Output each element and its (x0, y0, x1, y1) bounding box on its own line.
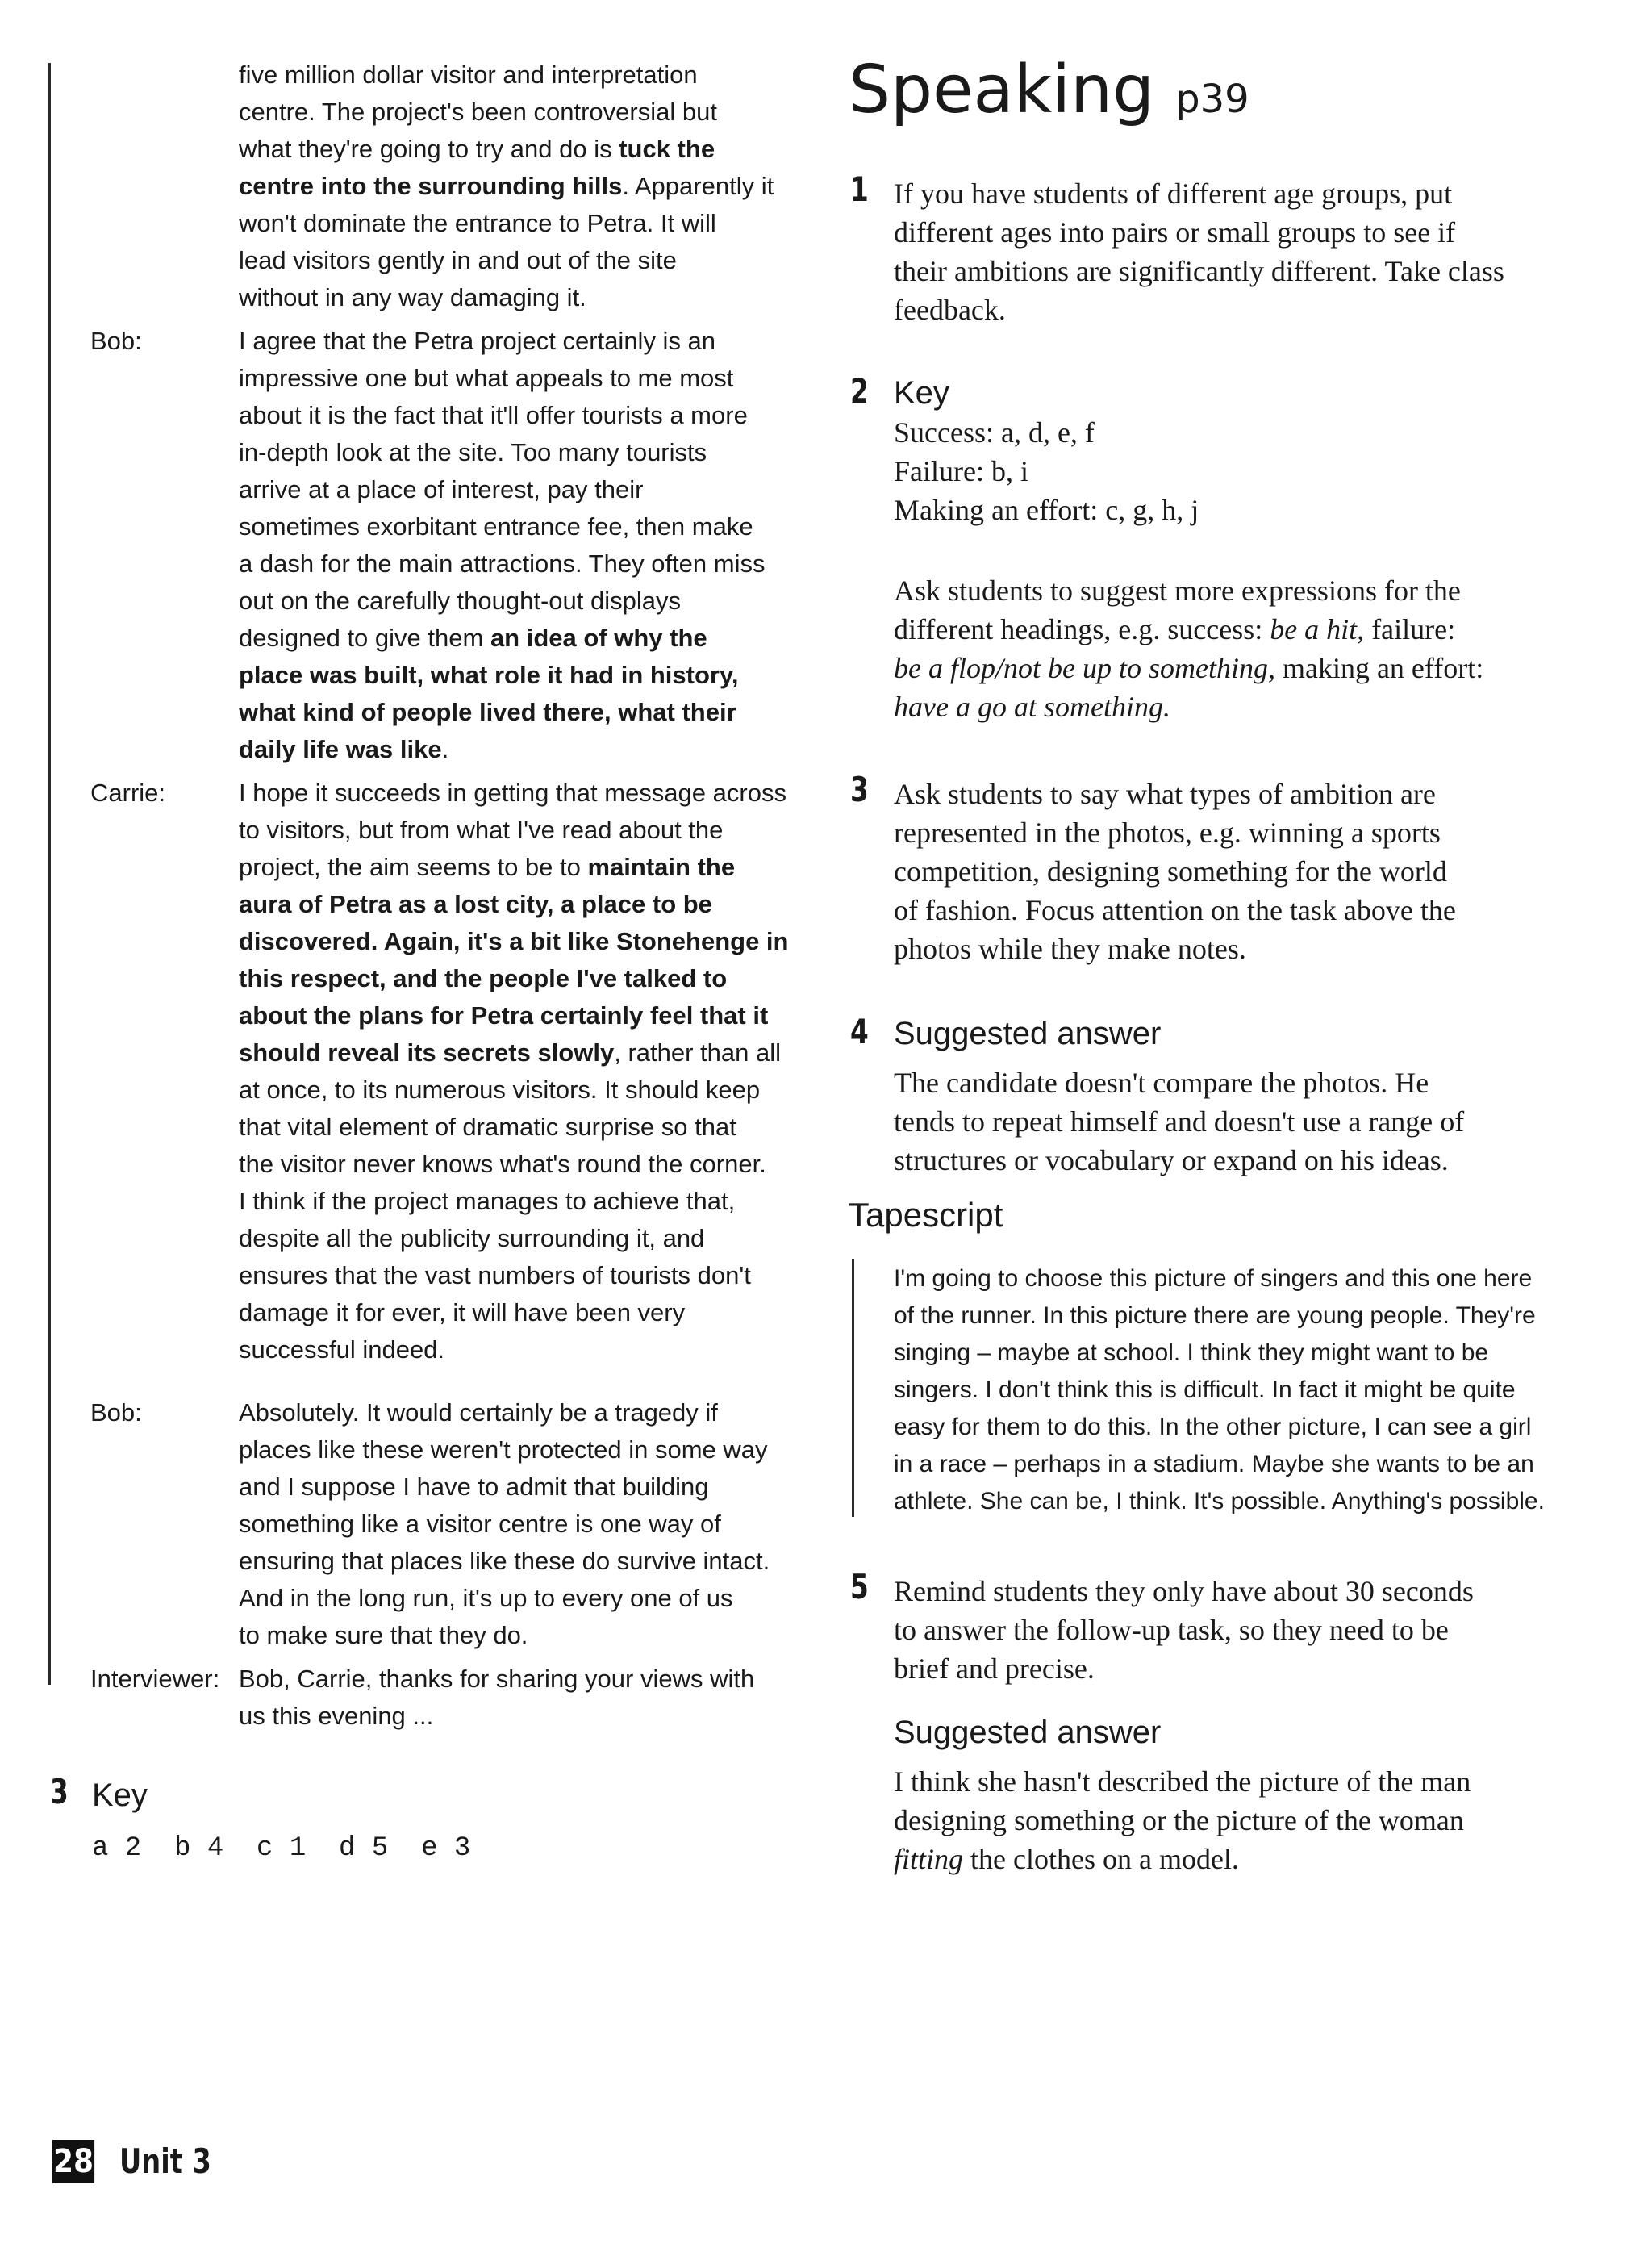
text-line: in a race – perhaps in a stadium. Maybe she wants to be an (894, 1451, 1534, 1477)
text-line: project, the aim seems to be to maintain the (239, 853, 736, 881)
text-line: different ages into pairs or small groups to see if (894, 216, 1456, 249)
text-line: Bob, Carrie, thanks for sharing your views with (239, 1665, 755, 1693)
left-margin-rule (48, 63, 51, 1685)
text-line: aura of Petra as a lost city, a place to be (239, 890, 712, 918)
text-line: of the runner. In this picture there are young people. They're (894, 1302, 1536, 1329)
text-line: about the plans for Petra certainly feel that it (239, 1001, 769, 1030)
text-line: daily life was like. (239, 735, 449, 763)
text-line: something like a visitor centre is one way of (239, 1510, 721, 1538)
text-line: this respect, and the people I've talked to (239, 964, 728, 992)
text-line: designing something or the picture of the woman (894, 1804, 1464, 1836)
text-line: Failure: b, i (894, 455, 1028, 487)
speaker-label: Interviewer: (90, 1665, 220, 1693)
suggested-answer-heading: Suggested answer (894, 1715, 1162, 1750)
text-line: what kind of people lived there, what their (239, 698, 736, 726)
text-line: of fashion. Focus attention on the task above the (894, 894, 1456, 926)
section-number: 3 (850, 770, 869, 809)
text-line: to answer the follow-up task, so they need to be (894, 1614, 1449, 1646)
text-line: sometimes exorbitant entrance fee, then make (239, 512, 753, 541)
text-line: ensuring that places like these do survive intact. (239, 1547, 770, 1575)
text-line: I'm going to choose this picture of singers and this one here (894, 1265, 1533, 1292)
key-answers: a 2 b 4 c 1 d 5 e 3 (92, 1833, 471, 1864)
text-line: in-depth look at the site. Too many tourists (239, 438, 707, 466)
text-line: damage it for ever, it will have been very (239, 1298, 686, 1326)
text-line: us this evening ... (239, 1702, 434, 1730)
text-line: brief and precise. (894, 1652, 1095, 1685)
text-line: that vital element of dramatic surprise so that (239, 1113, 736, 1141)
text-line: five million dollar visitor and interpretation (239, 61, 698, 89)
text-line: without in any way damaging it. (239, 283, 586, 311)
text-line: Ask students to suggest more expressions for the (894, 574, 1461, 607)
text-line: to make sure that they do. (239, 1621, 528, 1649)
text-line: ensures that the vast numbers of tourists don't (239, 1261, 751, 1289)
key-heading: Key (894, 375, 949, 411)
text-line: I agree that the Petra project certainly is an (239, 327, 716, 355)
text-line: centre. The project's been controversial but (239, 98, 717, 126)
speaker-label: Bob: (90, 327, 142, 355)
text-line: Success: a, d, e, f (894, 416, 1095, 449)
text-line: singers. I don't think this is difficult. In fact it might be quite (894, 1377, 1516, 1403)
text-line: out on the carefully thought-out displays (239, 587, 682, 615)
text-line: Remind students they only have about 30 seconds (894, 1575, 1474, 1607)
text-line: singing – maybe at school. I think they might want to be (894, 1339, 1489, 1366)
text-line: fitting the clothes on a model. (894, 1843, 1239, 1875)
text-line: places like these weren't protected in some way (239, 1435, 768, 1464)
text-line: I think if the project manages to achieve that, (239, 1187, 736, 1215)
text-line: represented in the photos, e.g. winning a sports (894, 817, 1441, 849)
text-line: different headings, e.g. success: be a hit, failure: (894, 613, 1456, 645)
text-line: I hope it succeeds in getting that message across (239, 779, 786, 807)
suggested-answer-heading: Suggested answer (894, 1016, 1162, 1051)
text-line: feedback. (894, 294, 1006, 326)
section-number: 3 (50, 1772, 69, 1811)
text-line: to visitors, but from what I've read about the (239, 816, 724, 844)
text-line: at once, to its numerous visitors. It should keep (239, 1076, 761, 1104)
text-line: should reveal its secrets slowly, rather than all (239, 1038, 782, 1067)
text-line: their ambitions are significantly different. Take class (894, 255, 1504, 287)
text-line: about it is the fact that it'll offer tourists a more (239, 401, 748, 429)
text-line: tends to repeat himself and doesn't use a range of (894, 1105, 1465, 1138)
text-line: structures or vocabulary or expand on his ideas. (894, 1144, 1449, 1176)
text-line: And in the long run, it's up to every one of us (239, 1584, 733, 1612)
section-number: 4 (850, 1012, 869, 1051)
text-line: a dash for the main attractions. They often miss (239, 549, 766, 578)
unit-label: Unit 3 (119, 2141, 211, 2181)
key-heading: Key (92, 1778, 148, 1813)
text-line: designed to give them an idea of why the (239, 624, 707, 652)
text-line: place was built, what role it had in history, (239, 661, 739, 689)
text-line: arrive at a place of interest, pay their (239, 475, 644, 503)
text-line: I think she hasn't described the picture of the man (894, 1765, 1471, 1798)
speaker-label: Bob: (90, 1398, 142, 1427)
text-line: won't dominate the entrance to Petra. It will (239, 209, 716, 237)
text-line: easy for them to do this. In the other picture, I can see a girl (894, 1414, 1532, 1440)
text-line: successful indeed. (239, 1335, 445, 1364)
tapescript-rule (852, 1259, 854, 1517)
text-line: the visitor never knows what's round the corner. (239, 1150, 766, 1178)
text-line: despite all the publicity surrounding it, and (239, 1224, 705, 1252)
text-line: lead visitors gently in and out of the site (239, 246, 677, 274)
speaker-label: Carrie: (90, 779, 166, 807)
section-number: 1 (850, 169, 869, 209)
page-number-badge: 28 (52, 2140, 94, 2183)
text-line: Making an effort: c, g, h, j (894, 494, 1199, 526)
text-line: have a go at something. (894, 691, 1170, 723)
text-line: Ask students to say what types of ambition are (894, 778, 1436, 810)
text-line: centre into the surrounding hills. Apparently it (239, 172, 774, 200)
text-line: Absolutely. It would certainly be a tragedy if (239, 1398, 718, 1427)
text-line: be a flop/not be up to something, making an effort: (894, 652, 1484, 684)
text-line: competition, designing something for the world (894, 855, 1447, 888)
text-line: discovered. Again, it's a bit like Stonehenge in (239, 927, 789, 955)
tapescript-heading: Tapescript (849, 1196, 1003, 1234)
section-number: 5 (850, 1567, 869, 1606)
text-line: athlete. She can be, I think. It's possible. Anything's possible. (894, 1488, 1545, 1514)
text-line: and I suppose I have to admit that building (239, 1473, 709, 1501)
page-title: Speaking p39 (849, 52, 1249, 128)
text-line: what they're going to try and do is tuck the (239, 135, 715, 163)
text-line: impressive one but what appeals to me most (239, 364, 734, 392)
section-number: 2 (850, 371, 869, 411)
text-line: photos while they make notes. (894, 933, 1246, 965)
text-line: The candidate doesn't compare the photos. He (894, 1067, 1429, 1099)
text-line: If you have students of different age groups, put (894, 178, 1453, 210)
